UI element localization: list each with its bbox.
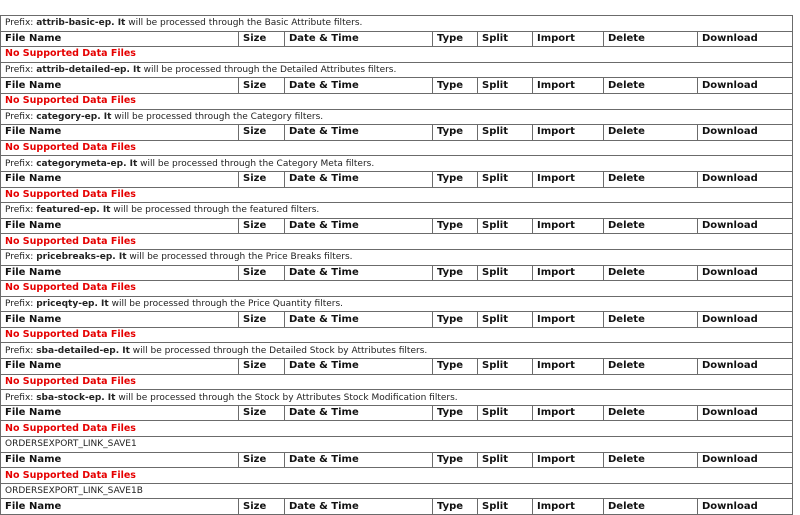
column-header-size: Size — [239, 405, 285, 421]
column-header-date-time: Date & Time — [285, 218, 433, 234]
column-header-import: Import — [533, 405, 604, 421]
column-header-download: Download — [698, 499, 793, 515]
section-title — [1, 249, 793, 265]
section-title — [1, 62, 793, 78]
column-header-type: Type — [433, 499, 478, 515]
column-header-size: Size — [239, 78, 285, 94]
column-header-date-time: Date & Time — [285, 171, 433, 187]
no-files-row — [1, 421, 793, 437]
column-header-import: Import — [533, 265, 604, 281]
column-header-row — [1, 405, 793, 421]
column-header-file-name: File Name — [1, 31, 239, 47]
column-header-split: Split — [478, 31, 533, 47]
prefix-code: sba-detailed-ep. It — [36, 345, 130, 356]
column-header-split: Split — [478, 359, 533, 375]
prefix-label: Prefix: — [5, 392, 37, 403]
column-header-import: Import — [533, 78, 604, 94]
section-title — [1, 343, 793, 359]
column-header-size: Size — [239, 359, 285, 375]
column-header-split: Split — [478, 312, 533, 328]
column-header-delete: Delete — [604, 265, 698, 281]
prefix-description: will be processed through the Basic Attribute filters. — [125, 18, 363, 29]
column-header-size: Size — [239, 452, 285, 468]
column-header-import: Import — [533, 312, 604, 328]
column-header-split: Split — [478, 499, 533, 515]
prefix-description: will be processed through the Price Breaks filters. — [126, 252, 353, 263]
prefix-code: priceqty-ep. It — [36, 298, 109, 309]
column-header-delete: Delete — [604, 312, 698, 328]
column-header-import: Import — [533, 171, 604, 187]
column-header-size: Size — [239, 265, 285, 281]
column-header-import: Import — [533, 499, 604, 515]
prefix-label: Prefix: — [5, 252, 37, 263]
column-header-split: Split — [478, 171, 533, 187]
prefix-description: will be processed through the Stock by Attributes Stock Modification filters. — [115, 392, 458, 403]
prefix-description: will be processed through the Detailed Attributes filters. — [140, 65, 397, 76]
section-title — [1, 16, 793, 32]
prefix-label: Prefix: — [5, 65, 37, 76]
column-header-file-name: File Name — [1, 265, 239, 281]
column-header-download: Download — [698, 359, 793, 375]
column-header-split: Split — [478, 405, 533, 421]
no-files-message: No Supported Data Files — [1, 47, 793, 63]
prefix-description: will be processed through the Detailed Stock by Attributes filters. — [129, 345, 428, 356]
no-files-row — [1, 281, 793, 297]
column-header-type: Type — [433, 265, 478, 281]
no-files-message: No Supported Data Files — [1, 234, 793, 250]
section-title-row — [1, 62, 793, 78]
column-header-delete: Delete — [604, 218, 698, 234]
column-header-file-name: File Name — [1, 405, 239, 421]
column-header-download: Download — [698, 218, 793, 234]
column-header-file-name: File Name — [1, 78, 239, 94]
column-header-size: Size — [239, 31, 285, 47]
column-header-date-time: Date & Time — [285, 405, 433, 421]
column-header-file-name: File Name — [1, 312, 239, 328]
no-files-row — [1, 140, 793, 156]
column-header-download: Download — [698, 78, 793, 94]
column-header-split: Split — [478, 452, 533, 468]
section-title-row — [1, 483, 793, 499]
no-files-row — [1, 374, 793, 390]
prefix-code: featured-ep. It — [36, 205, 111, 216]
prefix-code: sba-stock-ep. It — [36, 392, 116, 403]
column-header-type: Type — [433, 171, 478, 187]
section-title-row — [1, 343, 793, 359]
column-header-download: Download — [698, 125, 793, 141]
column-header-type: Type — [433, 312, 478, 328]
column-header-file-name: File Name — [1, 359, 239, 375]
section-title — [1, 390, 793, 406]
column-header-download: Download — [698, 171, 793, 187]
column-header-date-time: Date & Time — [285, 31, 433, 47]
no-files-row — [1, 187, 793, 203]
section-title — [1, 296, 793, 312]
file-table — [0, 15, 793, 515]
prefix-label: Prefix: — [5, 158, 37, 169]
column-header-row — [1, 452, 793, 468]
section-title-row — [1, 16, 793, 32]
column-header-type: Type — [433, 78, 478, 94]
column-header-download: Download — [698, 312, 793, 328]
column-header-file-name: File Name — [1, 125, 239, 141]
section-title-row — [1, 109, 793, 125]
column-header-date-time: Date & Time — [285, 499, 433, 515]
column-header-date-time: Date & Time — [285, 452, 433, 468]
section-title-row — [1, 156, 793, 172]
column-header-date-time: Date & Time — [285, 265, 433, 281]
column-header-file-name: File Name — [1, 218, 239, 234]
column-header-delete: Delete — [604, 31, 698, 47]
column-header-type: Type — [433, 218, 478, 234]
column-header-type: Type — [433, 31, 478, 47]
column-header-import: Import — [533, 125, 604, 141]
column-header-download: Download — [698, 265, 793, 281]
column-header-type: Type — [433, 359, 478, 375]
no-files-message: No Supported Data Files — [1, 140, 793, 156]
section-title-row — [1, 296, 793, 312]
column-header-import: Import — [533, 218, 604, 234]
column-header-date-time: Date & Time — [285, 78, 433, 94]
section-label: ORDERSEXPORT_LINK_SAVE1B — [5, 486, 143, 497]
no-files-message: No Supported Data Files — [1, 187, 793, 203]
column-header-file-name: File Name — [1, 452, 239, 468]
column-header-delete: Delete — [604, 171, 698, 187]
column-header-split: Split — [478, 265, 533, 281]
column-header-size: Size — [239, 312, 285, 328]
column-header-delete: Delete — [604, 359, 698, 375]
prefix-description: will be processed through the Category Meta filters. — [137, 158, 375, 169]
column-header-split: Split — [478, 218, 533, 234]
column-header-row — [1, 265, 793, 281]
no-files-message: No Supported Data Files — [1, 93, 793, 109]
column-header-file-name: File Name — [1, 499, 239, 515]
column-header-row — [1, 359, 793, 375]
no-files-row — [1, 47, 793, 63]
no-files-row — [1, 93, 793, 109]
prefix-label: Prefix: — [5, 345, 37, 356]
column-header-size: Size — [239, 499, 285, 515]
prefix-code: attrib-detailed-ep. It — [36, 65, 141, 76]
column-header-size: Size — [239, 218, 285, 234]
section-title-row — [1, 249, 793, 265]
column-header-row — [1, 78, 793, 94]
column-header-size: Size — [239, 171, 285, 187]
file-sections-panel — [0, 15, 792, 515]
section-title — [1, 203, 793, 219]
prefix-code: categorymeta-ep. It — [36, 158, 138, 169]
section-title — [1, 156, 793, 172]
column-header-row — [1, 218, 793, 234]
column-header-import: Import — [533, 452, 604, 468]
section-title — [1, 109, 793, 125]
column-header-row — [1, 31, 793, 47]
no-files-row — [1, 234, 793, 250]
column-header-import: Import — [533, 31, 604, 47]
column-header-date-time: Date & Time — [285, 359, 433, 375]
column-header-import: Import — [533, 359, 604, 375]
prefix-label: Prefix: — [5, 111, 37, 122]
column-header-split: Split — [478, 125, 533, 141]
prefix-label: Prefix: — [5, 298, 37, 309]
column-header-file-name: File Name — [1, 171, 239, 187]
prefix-code: attrib-basic-ep. It — [36, 18, 126, 29]
column-header-download: Download — [698, 31, 793, 47]
column-header-delete: Delete — [604, 125, 698, 141]
prefix-label: Prefix: — [5, 205, 37, 216]
column-header-date-time: Date & Time — [285, 125, 433, 141]
column-header-size: Size — [239, 125, 285, 141]
no-files-message: No Supported Data Files — [1, 421, 793, 437]
prefix-description: will be processed through the Price Quantity filters. — [108, 298, 344, 309]
column-header-delete: Delete — [604, 499, 698, 515]
section-title-row — [1, 203, 793, 219]
section-title — [1, 437, 793, 453]
column-header-type: Type — [433, 125, 478, 141]
column-header-split: Split — [478, 78, 533, 94]
no-files-row — [1, 327, 793, 343]
column-header-date-time: Date & Time — [285, 312, 433, 328]
no-files-message: No Supported Data Files — [1, 281, 793, 297]
prefix-description: will be processed through the featured filters. — [110, 205, 320, 216]
prefix-label: Prefix: — [5, 18, 37, 29]
column-header-row — [1, 125, 793, 141]
prefix-code: pricebreaks-ep. It — [36, 252, 127, 263]
column-header-type: Type — [433, 405, 478, 421]
column-header-delete: Delete — [604, 405, 698, 421]
no-files-message: No Supported Data Files — [1, 327, 793, 343]
column-header-row — [1, 312, 793, 328]
section-title — [1, 483, 793, 499]
section-label: ORDERSEXPORT_LINK_SAVE1 — [5, 439, 137, 450]
column-header-type: Type — [433, 452, 478, 468]
column-header-row — [1, 171, 793, 187]
prefix-description: will be processed through the Category filters. — [111, 111, 324, 122]
section-title-row — [1, 390, 793, 406]
no-files-message: No Supported Data Files — [1, 468, 793, 484]
no-files-message: No Supported Data Files — [1, 374, 793, 390]
column-header-download: Download — [698, 405, 793, 421]
column-header-row — [1, 499, 793, 515]
prefix-code: category-ep. It — [36, 111, 112, 122]
column-header-delete: Delete — [604, 452, 698, 468]
column-header-download: Download — [698, 452, 793, 468]
no-files-row — [1, 468, 793, 484]
section-title-row — [1, 437, 793, 453]
column-header-delete: Delete — [604, 78, 698, 94]
